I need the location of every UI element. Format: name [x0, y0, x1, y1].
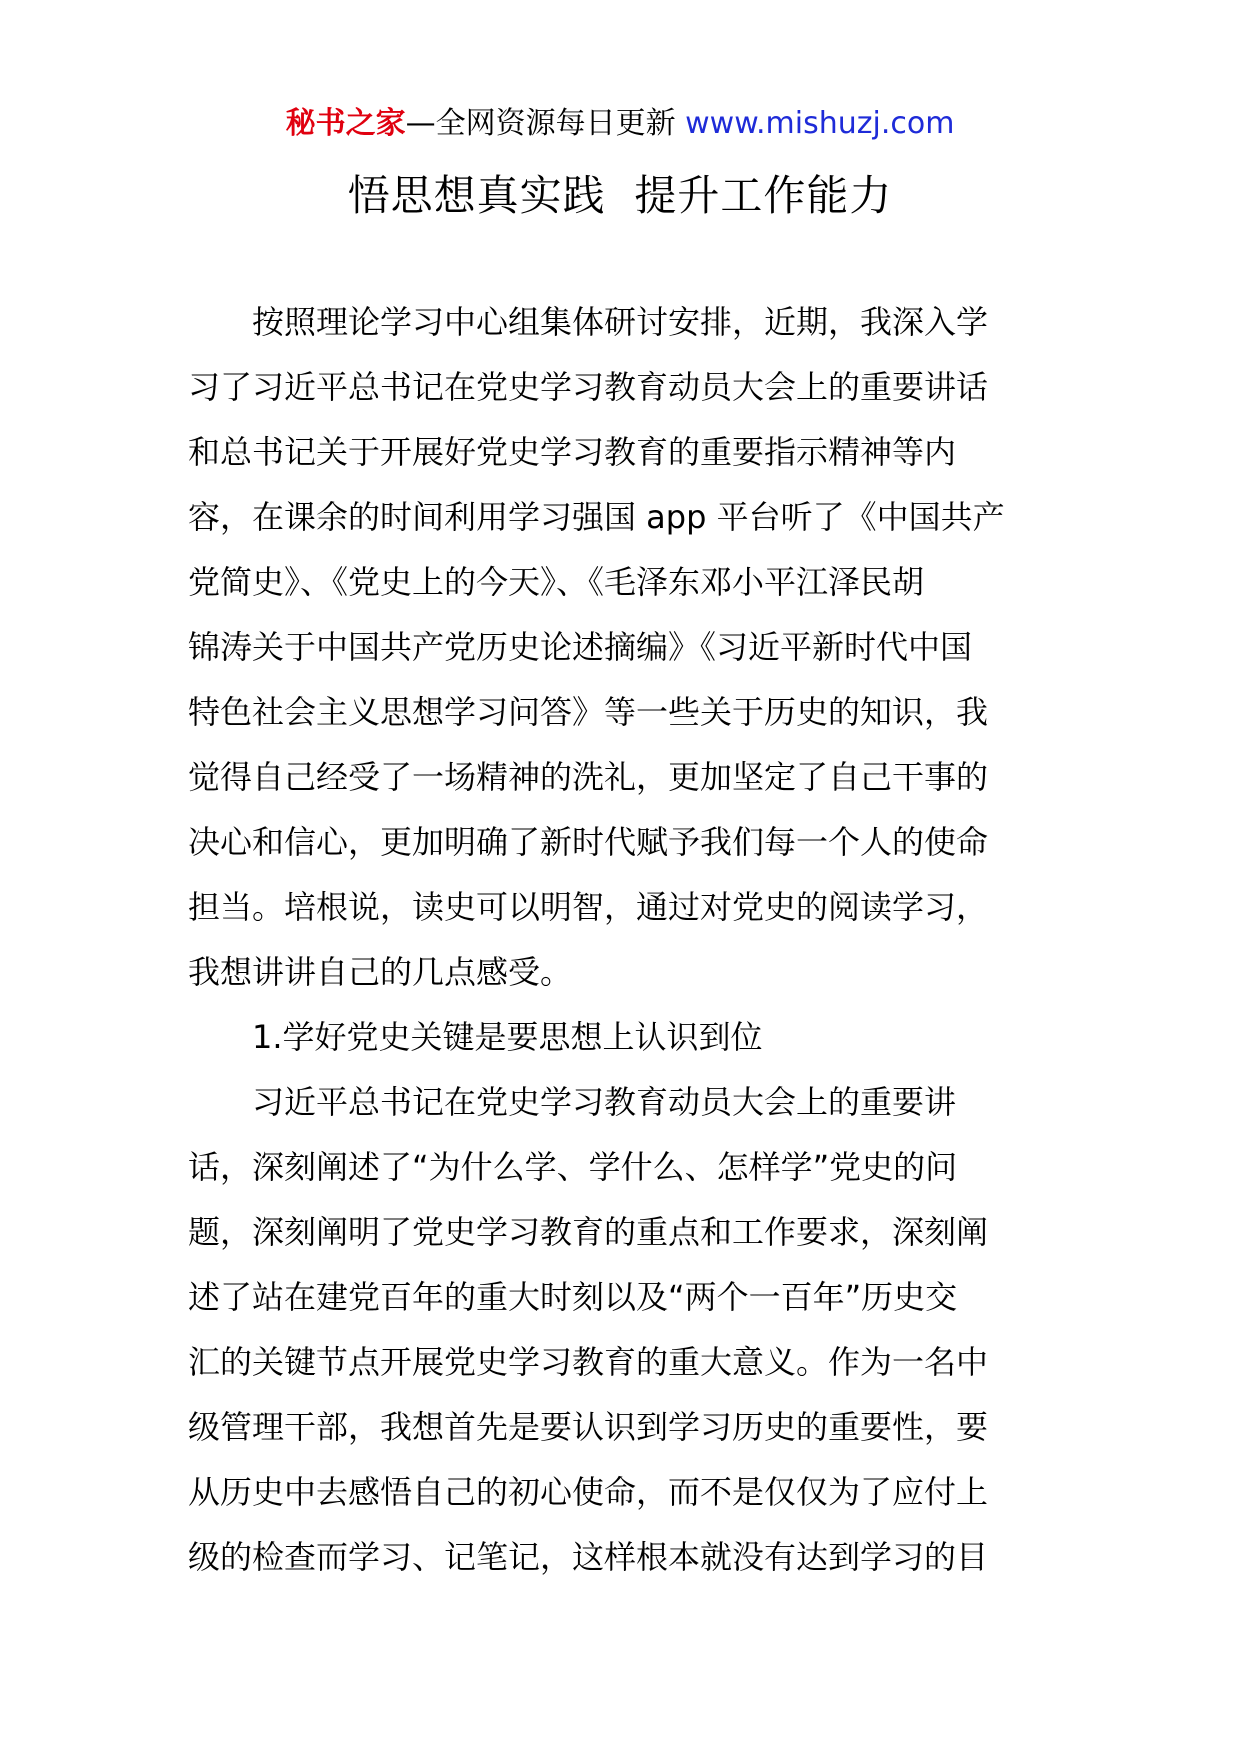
body-line: 话，深刻阐述了“为什么学、学什么、怎样学”党史的问 [188, 1148, 958, 1186]
body-line: 担当。培根说，读史可以明智，通过对党史的阅读学习， [188, 888, 989, 926]
brand-name: 秘书之家 [285, 106, 406, 141]
body-line: 我想讲讲自己的几点感受。 [188, 953, 573, 991]
body-line: 觉得自己经受了一场精神的洗礼，更加坚定了自己干事的 [188, 758, 989, 796]
body-line: 特色社会主义思想学习问答》等一些关于历史的知识，我 [188, 693, 989, 731]
body-line: 决心和信心，更加明确了新时代赋予我们每一个人的使命 [188, 823, 989, 861]
body-line: 锦涛关于中国共产党历史论述摘编》《习近平新时代中国 [188, 628, 973, 666]
body-line: 级的检查而学习、记笔记，这样根本就没有达到学习的目 [188, 1538, 989, 1576]
header-tagline: —全网资源每日更新 [405, 106, 686, 141]
body-line: 习了习近平总书记在党史学习教育动员大会上的重要讲话 [188, 368, 989, 406]
body-line: 汇的关键节点开展党史学习教育的重大意义。作为一名中 [188, 1343, 989, 1381]
body-line: 按照理论学习中心组集体研讨安排，近期，我深入学 [252, 303, 989, 341]
body-line: 题，深刻阐明了党史学习教育的重点和工作要求，深刻阐 [188, 1213, 989, 1251]
body-line: 级管理干部，我想首先是要认识到学习历史的重要性，要 [188, 1408, 989, 1446]
site-url-link[interactable]: www.mishuzj.com [685, 106, 955, 141]
document-title: 悟思想真实践 提升工作能力 [347, 171, 893, 220]
site-header [0, 102, 1240, 146]
body-line: 1.学好党史关键是要思想上认识到位 [252, 1018, 763, 1056]
body-line: 和总书记关于开展好党史学习教育的重要指示精神等内 [188, 433, 957, 471]
body-line: 党简史》、《党史上的今天》、《毛泽东邓小平江泽民胡 [188, 563, 925, 601]
body-line: 习近平总书记在党史学习教育动员大会上的重要讲 [252, 1083, 957, 1121]
body-line: 容，在课余的时间利用学习强国 app 平台听了《中国共产 [188, 498, 1005, 536]
body-line: 从历史中去感悟自己的初心使命，而不是仅仅为了应付上 [188, 1473, 989, 1511]
document-body [188, 290, 1054, 1590]
body-line: 述了站在建党百年的重大时刻以及“两个一百年”历史交 [188, 1278, 958, 1316]
